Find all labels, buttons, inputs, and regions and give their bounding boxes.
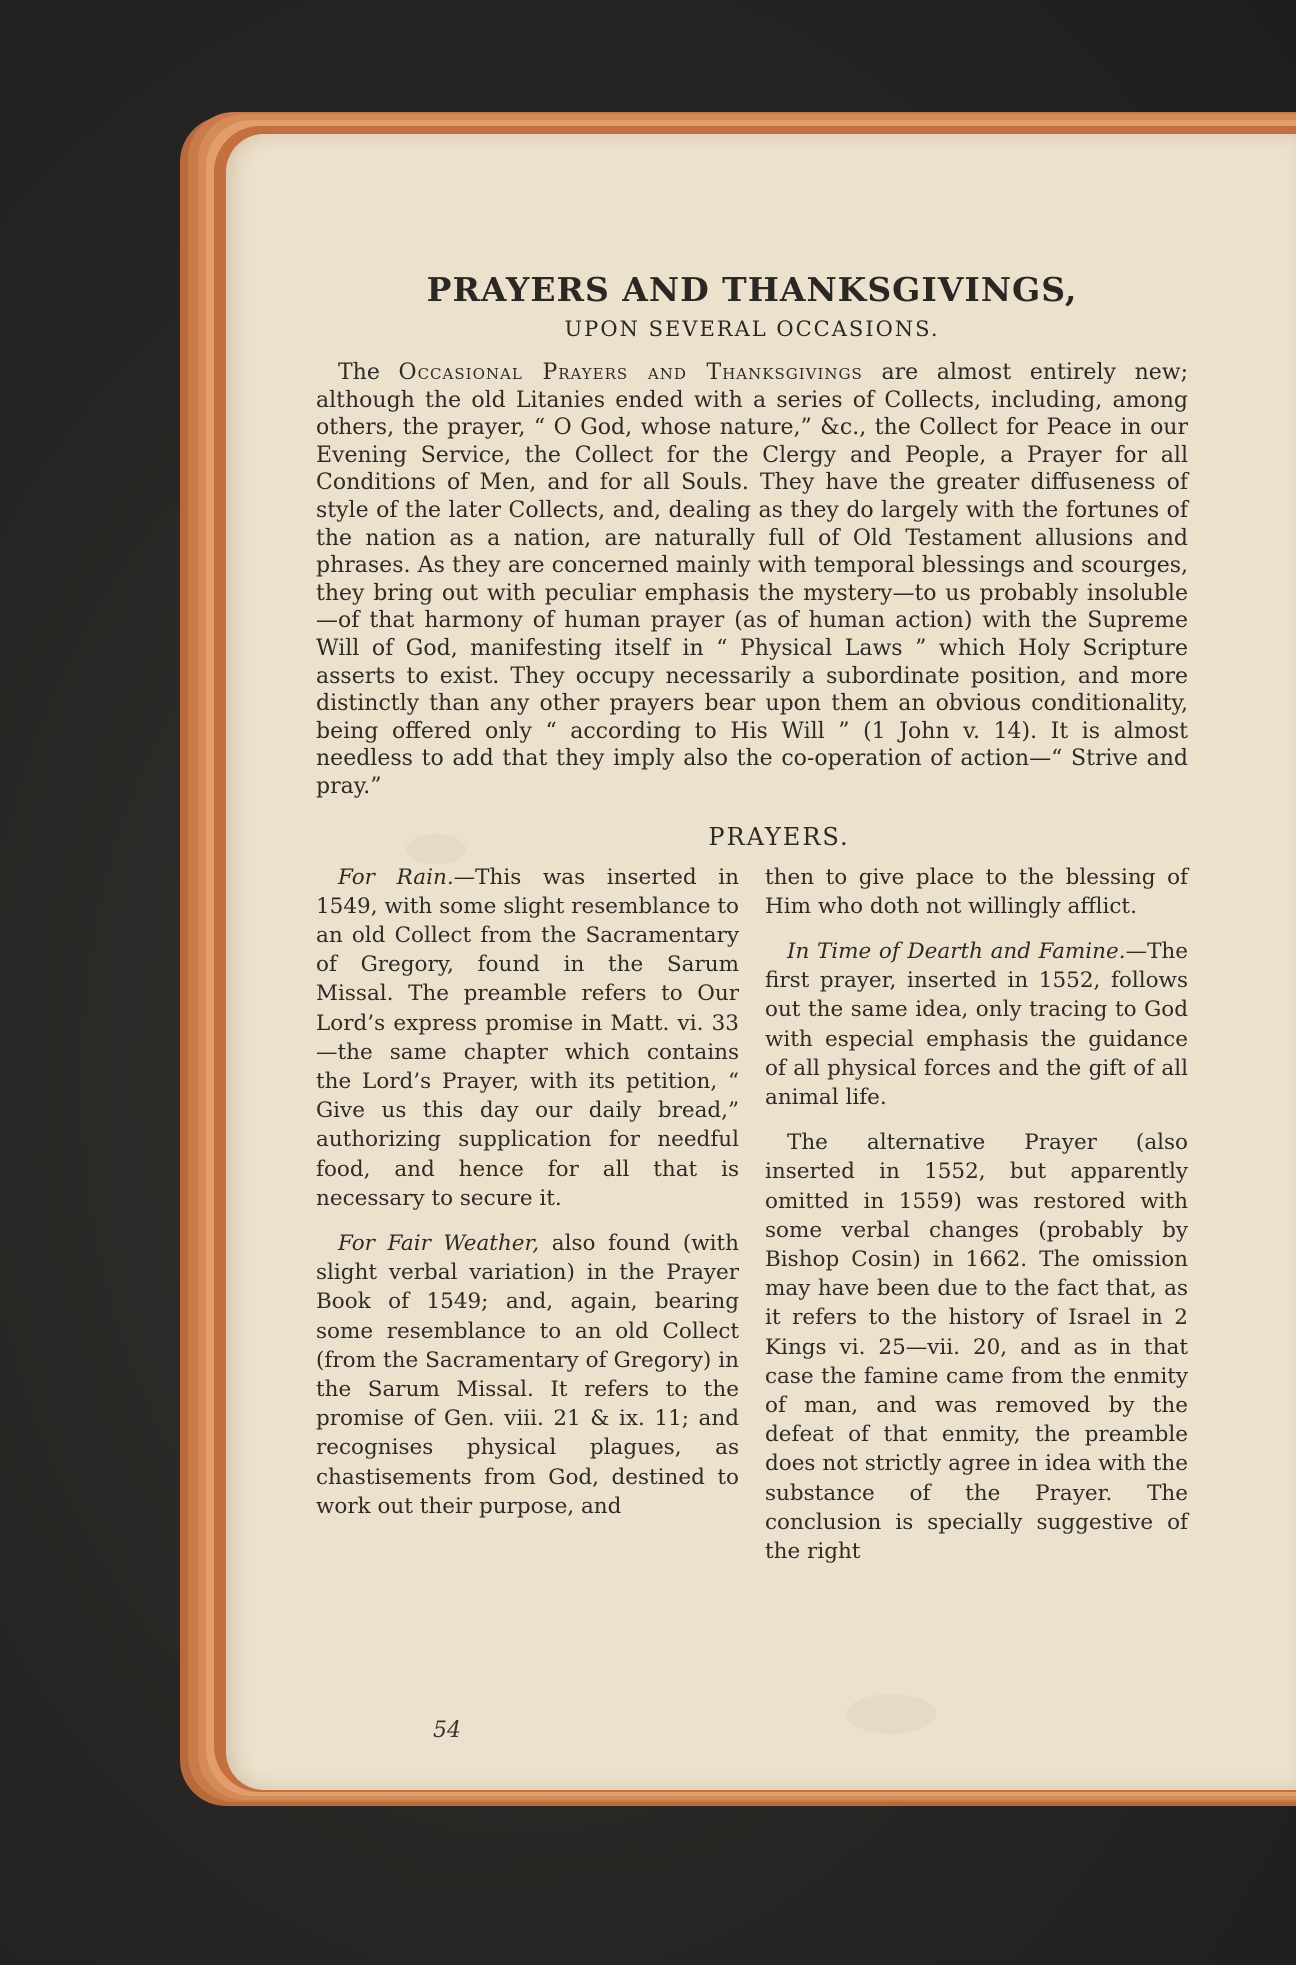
continuation-paragraph: then to give place to the blessing of Him who doth not willingly afflict. [765,864,1188,919]
page-number: 54 [433,1718,461,1743]
page-subtitle: UPON SEVERAL OCCASIONS. [564,317,940,341]
dearth-text: —The first prayer, inserted in 1552, follows out the same idea, only tracing to God with especial emphasis the guidance of all physical forces and the gift of all animal life. [765,938,1188,1110]
alternative-prayer-paragraph: The alternative Prayer (also inserted in 1552, but apparently omitted in 1559) was restored with some verbal changes (probably by Bishop Cosin) in 1662. The omission may have been due to the fact that, as it refers to the history of Israel in 2 Kings vi. 25—vii. 20, and as in that case the famine came from the enmity of man, and was removed by the defeat of that enmity, the preamble does not strictly agree in idea with the substance of the Prayer. The conclusion is specially suggestive of the right [765,1130,1188,1564]
fair-weather-heading: For Fair Weather, [338,1230,540,1256]
right-column [765,863,1188,1583]
paper-stain [846,1694,936,1734]
rain-text: —This was inserted in 1549, with some slight resemblance to an old Collect from the Sacramentary of Gregory, found in the Sarum Missal. The preamble refers to Our Lord’s express promise in Matt. vi. 33—the same chapter which contains the Lord’s Prayer, with its petition, “ Give us this day our daily bread,” authorizing supplication for needful food, and hence for all that is necessary to secure it. [316,864,739,1211]
rain-paragraph [316,863,739,1213]
fair-weather-paragraph [316,1229,739,1521]
intro-text: are almost entirely new; although the old Litanies ended with a series of Collects, including, among others, the prayer, “ O God, whose nature,” &c., the Collect for Peace in our Evening Service, the Collect for the Clergy and People, a Prayer for all Conditions of Men, and for all Souls. They have the greater diffuseness of style of the later Collects, and, dealing as they do largely with the fortunes of the nation as a nation, are naturally full of Old Testament allusions and phrases. As they are concerned mainly with temporal blessings and scourges, they bring out with peculiar emphasis the mystery—to us probably insoluble—of that harmony of human prayer (as of human action) with the Supreme Will of God, manifesting itself in “ Physical Laws ” which Holy Scripture asserts to exist. They occupy necessarily a subordinate position, and more distinctly than any other prayers bear upon them an obvious conditionality, being offered only “ according to His Will ” (1 John v. 14). It is almost needless to add that they imply also the co-operation of action—“ Strive and pray.” [316,360,1189,799]
two-column-body [316,863,1188,1583]
intro-paragraph [316,359,1188,801]
intro-lead: The [338,360,399,385]
intro-smallcaps: Occasional Prayers and Thanksgivings [398,360,863,385]
page-content [316,270,1188,1582]
dearth-heading: In Time of Dearth and Famine. [787,938,1126,964]
dearth-paragraph [765,937,1188,1112]
fair-weather-text: also found (with slight verbal variation) in the Prayer Book of 1549; and, again, bearing some resemblance to an old Collect (from the Sacramentary of Gregory) in the Sarum Missal. It refers to the promise of Gen. viii. 21 & ix. 11; and recognises physical plagues, as chastisements from God, destined to work out their purpose, and [316,1230,740,1519]
rain-heading: For Rain. [338,864,454,890]
left-column [316,863,739,1583]
page-title: PRAYERS AND THANKSGIVINGS, [426,270,1078,309]
section-heading: PRAYERS. [708,822,850,851]
